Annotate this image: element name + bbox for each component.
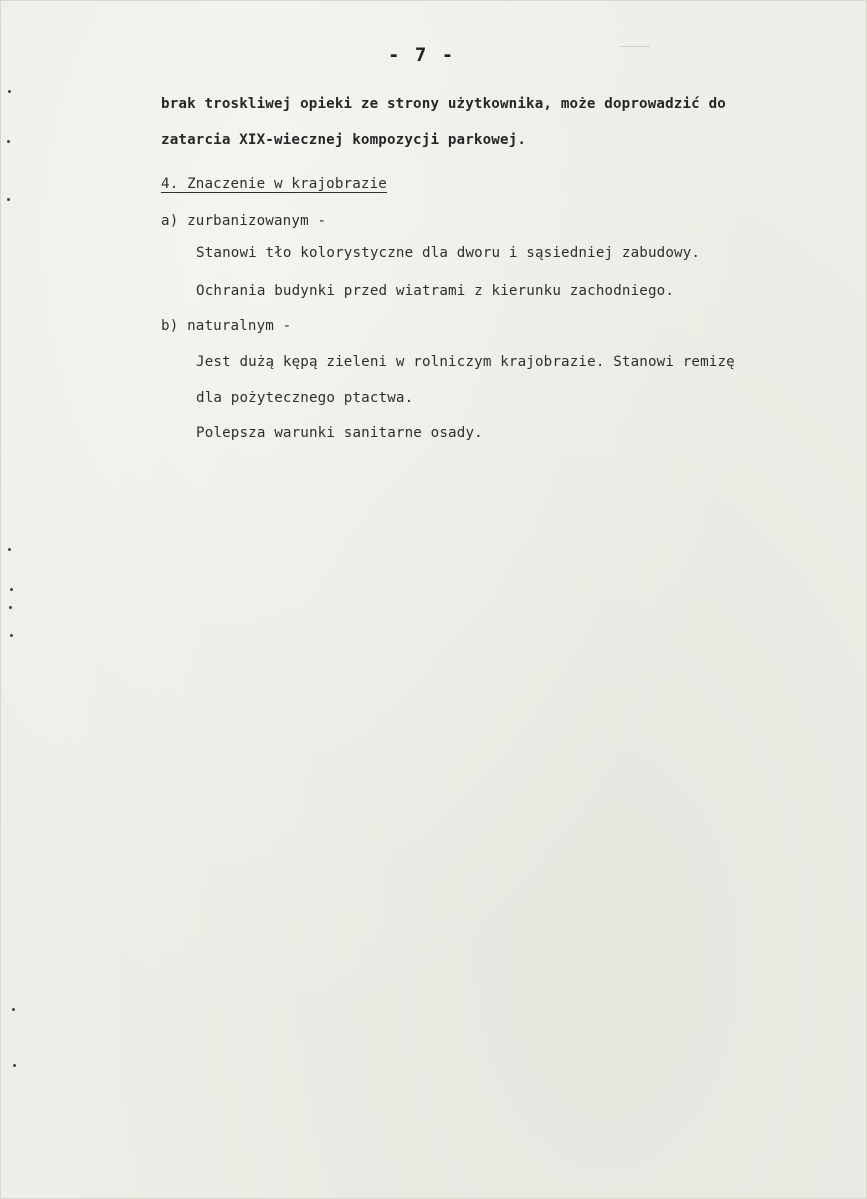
margin-mark: [7, 140, 10, 143]
text-line: Jest dużą kępą zieleni w rolniczym krajobrazie. Stanowi remizę: [196, 354, 735, 370]
text-line: dla pożytecznego ptactwa.: [196, 390, 414, 406]
subsection-label: b) naturalnym -: [161, 318, 292, 334]
margin-mark: [8, 548, 11, 551]
margin-mark: [9, 606, 12, 609]
text-line: zatarcia XIX-wiecznej kompozycji parkowej.: [161, 132, 527, 148]
margin-mark: [10, 634, 13, 637]
margin-mark: [7, 198, 10, 201]
margin-mark: [10, 588, 13, 591]
margin-mark: [8, 90, 11, 93]
text-line: Ochrania budynki przed wiatrami z kierunku zachodniego.: [196, 283, 675, 299]
text-line: brak troskliwej opieki ze strony użytkownika, może doprowadzić do: [161, 96, 726, 112]
text-line: Stanowi tło kolorystyczne dla dworu i sąsiedniej zabudowy.: [196, 245, 701, 261]
text-line: Polepsza warunki sanitarne osady.: [196, 425, 483, 441]
margin-mark: [12, 1008, 15, 1011]
page-number: - 7 -: [388, 44, 456, 66]
paper-smudge: [620, 46, 650, 47]
section-heading: 4. Znaczenie w krajobrazie: [161, 176, 387, 192]
margin-mark: [13, 1064, 16, 1067]
subsection-label: a) zurbanizowanym -: [161, 213, 327, 229]
